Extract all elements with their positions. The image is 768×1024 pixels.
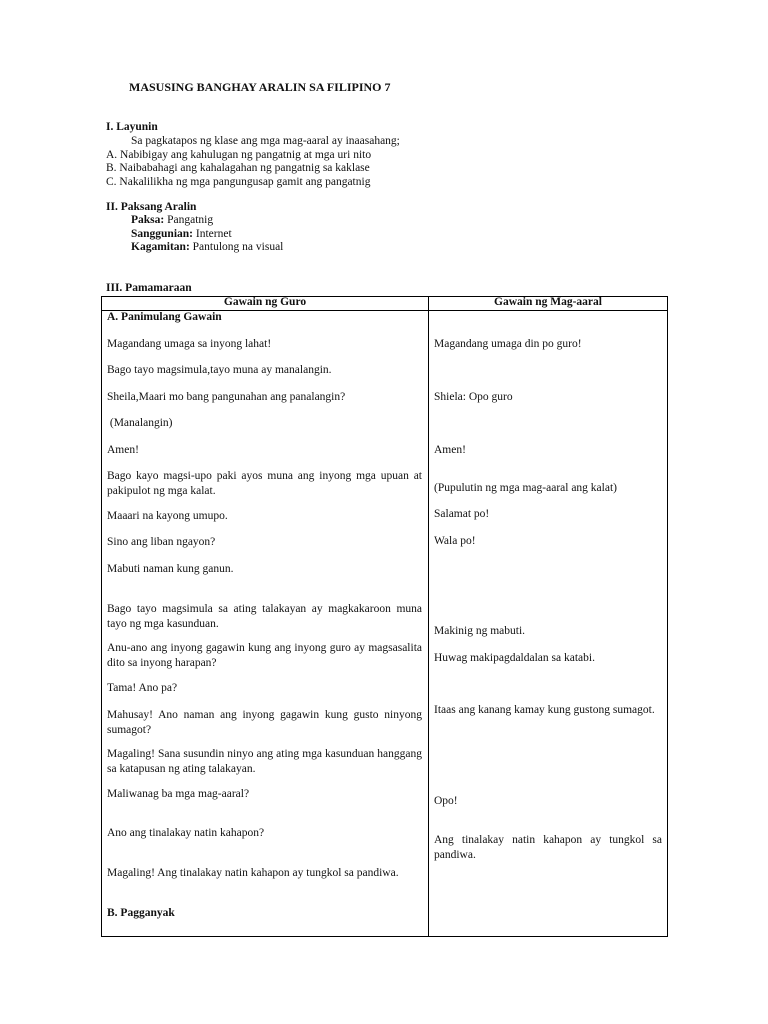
- guro-line: Mabuti naman kung ganun.: [107, 563, 234, 575]
- guro-line: Magandang umaga sa inyong lahat!: [107, 338, 272, 350]
- page-title: MASUSING BANGHAY ARALIN SA FILIPINO 7: [129, 80, 391, 94]
- layunin-item-a: A. Nabibigay ang kahulugan ng pangatnig at mga uri nito: [106, 149, 372, 161]
- paksa-row: [131, 214, 213, 226]
- guro-line: Sheila,Maari mo bang pangunahan ang panalangin?: [107, 391, 346, 403]
- guro-line: Maliwanag ba mga mag-aaral?: [107, 788, 250, 800]
- guro-line: Maaari na kayong umupo.: [107, 510, 228, 522]
- layunin-item-c: C. Nakalilikha ng mga pangungusap gamit ang pangatnig: [106, 176, 371, 188]
- guro-line: Mahusay! Ano naman ang inyong gagawin kung gusto ninyong sumagot?: [107, 709, 422, 736]
- magaaral-line: Huwag makipagdaldalan sa katabi.: [434, 652, 595, 664]
- kagamitan-value: Pantulong na visual: [189, 241, 284, 253]
- kagamitan-row: [131, 241, 283, 253]
- magaaral-line: Shiela: Opo guro: [434, 391, 513, 403]
- layunin-intro: Sa pagkatapos ng klase ang mga mag-aaral ay inaasahang;: [131, 135, 400, 147]
- pamamaraan-heading: III. Pamamaraan: [106, 282, 192, 294]
- guro-line: Ano ang tinalakay natin kahapon?: [107, 827, 265, 839]
- guro-line: Bago tayo magsimula sa ating talakayan ay magkakaroon muna tayo ng mga kasunduan.: [107, 603, 422, 630]
- guro-line: Magaling! Sana susundin ninyo ang ating mga kasunduan hanggang sa katapusan ng ating talakayan.: [107, 748, 422, 775]
- magaaral-line: Makinig ng mabuti.: [434, 625, 526, 637]
- magaaral-line: Itaas ang kanang kamay kung gustong sumagot.: [434, 704, 655, 716]
- guro-line: Amen!: [107, 444, 139, 456]
- paksa-value: Pangatnig: [164, 214, 214, 226]
- layunin-item-b: B. Naibabahagi ang kahalagahan ng pangatnig sa kaklase: [106, 162, 370, 174]
- sanggunian-value: Internet: [193, 228, 232, 240]
- pamamaraan-table: [101, 296, 668, 937]
- column-divider: [428, 297, 429, 936]
- magaaral-line: Opo!: [434, 795, 458, 807]
- guro-line: (Manalangin): [107, 417, 173, 429]
- guro-line: Magaling! Ang tinalakay natin kahapon ay tungkol sa pandiwa.: [107, 867, 399, 879]
- magaaral-line: Wala po!: [434, 535, 476, 547]
- magaaral-line: Magandang umaga din po guro!: [434, 338, 582, 350]
- sanggunian-row: [131, 228, 232, 240]
- guro-line: Bago tayo magsimula,tayo muna ay manalangin.: [107, 364, 332, 376]
- section-pagganyak: B. Pagganyak: [107, 907, 175, 919]
- section-panimulang-gawain: A. Panimulang Gawain: [107, 311, 222, 323]
- magaaral-line: Amen!: [434, 444, 466, 456]
- guro-line: Bago kayo magsi-upo paki ayos muna ang inyong mga upuan at pakipulot ng mga kalat.: [107, 470, 422, 497]
- magaaral-line: Ang tinalakay natin kahapon ay tungkol sa pandiwa.: [434, 834, 662, 861]
- sanggunian-label: Sanggunian:: [131, 228, 194, 240]
- magaaral-line: (Pupulutin ng mga mag-aaral ang kalat): [434, 482, 617, 494]
- header-gawain-magaaral: Gawain ng Mag-aaral: [494, 296, 602, 308]
- paksa-label: Paksa:: [131, 214, 165, 226]
- kagamitan-label: Kagamitan:: [131, 241, 190, 253]
- header-gawain-guro: Gawain ng Guro: [223, 296, 307, 308]
- guro-line: Tama! Ano pa?: [107, 682, 178, 694]
- guro-line: Sino ang liban ngayon?: [107, 536, 216, 548]
- guro-line: Anu-ano ang inyong gagawin kung ang inyong guro ay magsasalita dito sa inyong harapan?: [107, 642, 422, 669]
- layunin-heading: I. Layunin: [106, 121, 158, 133]
- magaaral-line: Salamat po!: [434, 508, 490, 520]
- paksang-aralin-heading: II. Paksang Aralin: [106, 201, 197, 213]
